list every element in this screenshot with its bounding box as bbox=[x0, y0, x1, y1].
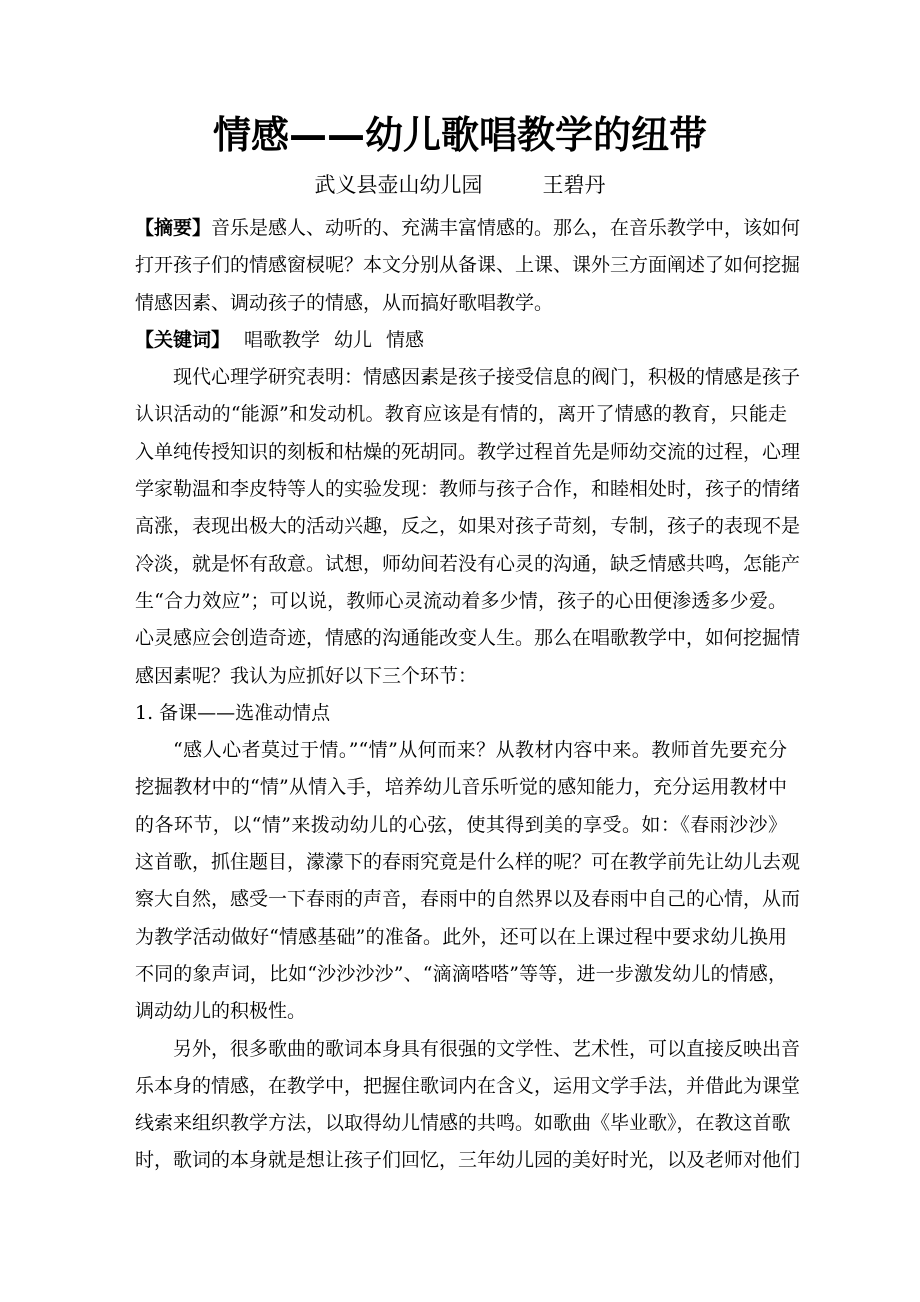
author-name: 王碧丹 bbox=[542, 173, 606, 197]
paragraph-line: 这首歌，抓住题目，濛濛下的春雨究竟是什么样的呢？可在教学前先让幼儿去观 bbox=[135, 851, 801, 874]
paragraph-line: 察大自然，感受一下春雨的声音，春雨中的自然界以及春雨中自己的心情，从而 bbox=[135, 888, 801, 911]
keywords-line bbox=[135, 322, 787, 359]
paragraph-line: 入单纯传授知识的刻板和枯燥的死胡同。教学过程首先是师幼交流的过程，心理 bbox=[135, 440, 801, 463]
document-body bbox=[135, 210, 801, 1180]
paragraph-line: 学家勒温和李皮特等人的实验发现：教师与孩子合作，和睦相处时，孩子的情绪 bbox=[135, 478, 801, 501]
paragraph-line: 乐本身的情感，在教学中，把握住歌词内在含义，运用文学手法，并借此为课堂 bbox=[135, 1074, 801, 1097]
abstract-line bbox=[135, 247, 801, 284]
paragraph-line: 现代心理学研究表明：情感因素是孩子接受信息的阀门，积极的情感是孩子 bbox=[173, 366, 801, 389]
keyword: 幼儿 bbox=[334, 328, 373, 351]
keyword: 情感 bbox=[386, 328, 425, 351]
paragraph-line: 线索来组织教学方法，以取得幼儿情感的共鸣。如歌曲《毕业歌》，在教这首歌 bbox=[135, 1112, 791, 1135]
paragraph-line: 为教学活动做好“情感基础”的准备。此外，还可以在上课过程中要求幼儿换用 bbox=[135, 925, 787, 948]
paragraph-line: 调动幼儿的积极性。 bbox=[135, 1000, 307, 1023]
keywords-label: 【关键词】 bbox=[135, 328, 231, 351]
abstract-text: 情感因素、调动孩子的情感，从而搞好歌唱教学。 bbox=[135, 291, 554, 314]
paragraph-line: 感因素呢？我认为应抓好以下三个环节： bbox=[135, 664, 478, 687]
school-name: 武义县壶山幼儿园 bbox=[314, 173, 483, 197]
paragraph-line: 生“合力效应”；可以说，教师心灵流动着多少情，孩子的心田便渗透多少爱。 bbox=[135, 589, 787, 612]
paragraph-line: 不同的象声词，比如“沙沙沙沙”、“滴滴嗒嗒”等等，进一步激发幼儿的情感， bbox=[135, 962, 787, 985]
paragraph-line: 认识活动的“能源”和发动机。教育应该是有情的，离开了情感的教育，只能走 bbox=[135, 403, 787, 426]
abstract-line bbox=[135, 210, 801, 247]
abstract-text: 音乐是感人、动听的、充满丰富情感的。那么，在音乐教学中，该如何 bbox=[211, 217, 801, 239]
byline bbox=[0, 170, 920, 200]
paragraph-line: 的各环节，以“情”来拨动幼儿的心弦，使其得到美的享受。如：《春雨沙沙》 bbox=[135, 813, 787, 836]
paragraph-line: 心灵感应会创造奇迹，情感的沟通能改变人生。那么在唱歌教学中，如何挖掘情 bbox=[135, 627, 801, 650]
paragraph-line: 另外，很多歌曲的歌词本身具有很强的文学性、艺术性，可以直接反映出音 bbox=[173, 1037, 801, 1060]
keyword: 唱歌教学 bbox=[244, 328, 321, 351]
paragraph-line: 时，歌词的本身就是想让孩子们回忆，三年幼儿园的美好时光，以及老师对他们 bbox=[135, 1149, 801, 1172]
paragraph-line: “感人心者莫过于情。”“情”从何而来？从教材内容中来。教师首先要充分 bbox=[173, 739, 787, 762]
paragraph-line: 高涨，表现出极大的活动兴趣，反之，如果对孩子苛刻，专制，孩子的表现不是 bbox=[135, 515, 801, 538]
abstract-line bbox=[135, 285, 787, 322]
paragraph-line: 挖掘教材中的“情”从情入手，培养幼儿音乐听觉的感知能力，充分运用教材中 bbox=[135, 776, 787, 799]
paragraph-line: 冷淡，就是怀有敌意。试想，师幼间若没有心灵的沟通，缺乏情感共鸣，怎能产 bbox=[135, 552, 801, 575]
abstract-label: 【摘要】 bbox=[135, 217, 212, 239]
abstract-text: 打开孩子们的情感窗棂呢？本文分别从备课、上课、课外三方面阐述了如何挖掘 bbox=[135, 254, 801, 277]
document-title: 情感——幼儿歌唱教学的纽带 bbox=[212, 113, 707, 157]
section-heading: 1. 备课——选准动情点 bbox=[135, 701, 331, 724]
